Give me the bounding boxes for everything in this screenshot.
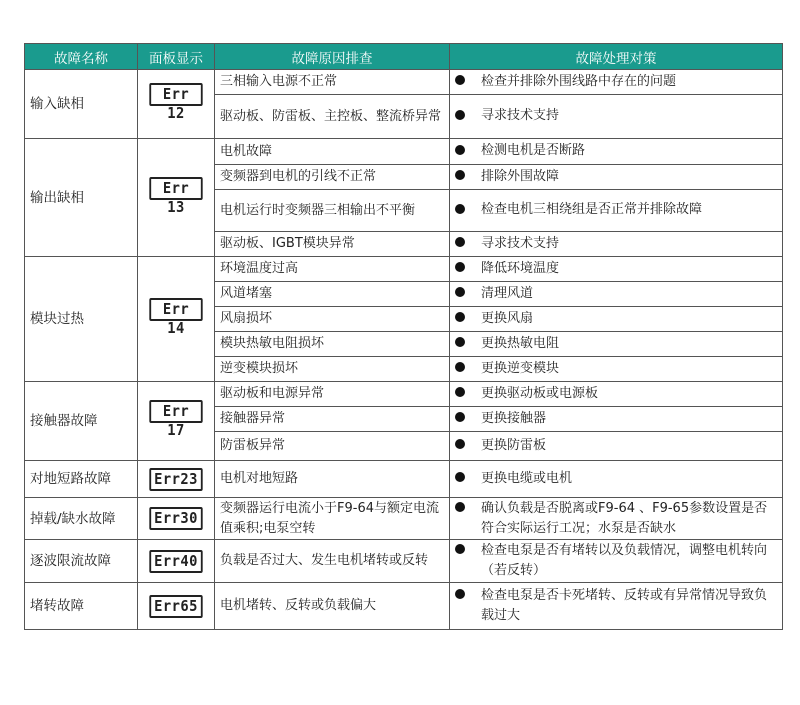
solution-text: 更换逆变模块: [481, 360, 560, 376]
bullet-icon: [455, 472, 465, 482]
error-code-display: Err 17: [149, 400, 202, 423]
solution-text: 检查电泵是否卡死堵转、反转或有异常情况导致负载过大: [481, 588, 768, 623]
cause-cell: 逆变模块损坏: [215, 357, 450, 382]
cause-cell: 电机运行时变频器三相输出不平衡: [215, 190, 450, 232]
solution-cell: [450, 139, 783, 165]
fault-name-cell: 掉载/缺水故障: [25, 498, 138, 540]
header-cause-check: 故障原因排查: [215, 44, 450, 70]
solution-cell: [450, 332, 783, 357]
solution-cell: [450, 357, 783, 382]
cause-cell: 防雷板异常: [215, 432, 450, 461]
solution-text: 降低环境温度: [481, 260, 560, 276]
fault-name-cell: 模块过热: [25, 257, 138, 382]
cause-cell: 变频器运行电流小于F9-64与额定电流值乘积;电泵空转: [215, 498, 450, 540]
cause-cell: 环境温度过高: [215, 257, 450, 282]
solution-text: 更换接触器: [481, 410, 547, 426]
solution-text: 寻求技术支持: [481, 235, 560, 251]
error-code-display: Err65: [149, 595, 202, 618]
solution-cell: [450, 282, 783, 307]
panel-display-cell: [138, 70, 215, 139]
header-panel-display: 面板显示: [138, 44, 215, 70]
solution-cell: [450, 382, 783, 407]
fault-name-cell: 逐波限流故障: [25, 540, 138, 583]
bullet-icon: [455, 589, 465, 599]
solution-cell: [450, 232, 783, 257]
solution-text: 检查电泵是否有堵转以及负载情况，调整电机转向（若反转）: [481, 543, 768, 578]
solution-cell: [450, 257, 783, 282]
fault-name-cell: 输出缺相: [25, 139, 138, 257]
table-row: [25, 498, 783, 540]
cause-cell: 变频器到电机的引线不正常: [215, 165, 450, 190]
table-row: [25, 257, 783, 282]
bullet-icon: [455, 110, 465, 120]
cause-cell: 风道堵塞: [215, 282, 450, 307]
error-code-display: Err 13: [149, 177, 202, 200]
fault-name-cell: 对地短路故障: [25, 461, 138, 498]
error-code-display: Err30: [149, 507, 202, 530]
solution-cell: [450, 95, 783, 139]
header-countermeasure: 故障处理对策: [450, 44, 783, 70]
cause-cell: 接触器异常: [215, 407, 450, 432]
solution-text: 更换驱动板或电源板: [481, 385, 599, 401]
solution-text: 更换电缆或电机: [481, 470, 573, 486]
cause-cell: 电机对地短路: [215, 461, 450, 498]
solution-cell: [450, 190, 783, 232]
bullet-icon: [455, 287, 465, 297]
header-fault-name: 故障名称: [25, 44, 138, 70]
bullet-icon: [455, 337, 465, 347]
bullet-icon: [455, 204, 465, 214]
error-code-display: Err 12: [149, 83, 202, 106]
solution-cell: [450, 432, 783, 461]
cause-cell: 驱动板和电源异常: [215, 382, 450, 407]
table-row: [25, 139, 783, 165]
solution-text: 更换风扇: [481, 310, 534, 326]
cause-cell: 风扇损坏: [215, 307, 450, 332]
cause-cell: 电机故障: [215, 139, 450, 165]
solution-cell: [450, 540, 783, 583]
cause-cell: 驱动板、防雷板、主控板、整流桥异常: [215, 95, 450, 139]
panel-display-cell: [138, 257, 215, 382]
solution-text: 更换防雷板: [481, 437, 547, 453]
bullet-icon: [455, 75, 465, 85]
fault-name-cell: 输入缺相: [25, 70, 138, 139]
solution-text: 检查电机三相绕组是否正常并排除故障: [481, 202, 703, 218]
solution-cell: [450, 165, 783, 190]
cause-cell: 三相输入电源不正常: [215, 70, 450, 95]
fault-table: [24, 43, 783, 630]
solution-text: 更换热敏电阻: [481, 335, 560, 351]
cause-cell: 模块热敏电阻损坏: [215, 332, 450, 357]
bullet-icon: [455, 502, 465, 512]
solution-text: 检测电机是否断路: [481, 143, 586, 159]
solution-cell: [450, 407, 783, 432]
solution-cell: [450, 583, 783, 630]
cause-cell: 负载是否过大、发生电机堵转或反转: [215, 540, 450, 583]
cause-cell: 驱动板、IGBT模块异常: [215, 232, 450, 257]
fault-name-cell: 接触器故障: [25, 382, 138, 461]
fault-name-cell: 堵转故障: [25, 583, 138, 630]
table-row: [25, 461, 783, 498]
table-row: [25, 382, 783, 407]
solution-text: 寻求技术支持: [481, 108, 560, 124]
solution-cell: [450, 461, 783, 498]
bullet-icon: [455, 362, 465, 372]
header-row: [25, 44, 783, 70]
panel-display-cell: [138, 540, 215, 583]
table-row: [25, 583, 783, 630]
bullet-icon: [455, 387, 465, 397]
solution-cell: [450, 70, 783, 95]
solution-text: 清理风道: [481, 285, 534, 301]
bullet-icon: [455, 170, 465, 180]
bullet-icon: [455, 262, 465, 272]
solution-cell: [450, 498, 783, 540]
table-row: [25, 70, 783, 95]
panel-display-cell: [138, 461, 215, 498]
bullet-icon: [455, 237, 465, 247]
solution-text: 排除外围故障: [481, 168, 560, 184]
panel-display-cell: [138, 382, 215, 461]
error-code-display: Err40: [149, 550, 202, 573]
solution-text: 确认负载是否脱离或F9-64 、F9-65参数设置是否符合实际运行工况；水泵是否缺水: [481, 500, 768, 536]
solution-text: 检查并排除外围线路中存在的问题: [481, 73, 677, 89]
panel-display-cell: [138, 498, 215, 540]
bullet-icon: [455, 544, 465, 554]
cause-cell: 电机堵转、反转或负载偏大: [215, 583, 450, 630]
panel-display-cell: [138, 583, 215, 630]
bullet-icon: [455, 412, 465, 422]
bullet-icon: [455, 312, 465, 322]
bullet-icon: [455, 439, 465, 449]
bullet-icon: [455, 145, 465, 155]
error-code-display: Err 14: [149, 298, 202, 321]
solution-cell: [450, 307, 783, 332]
panel-display-cell: [138, 139, 215, 257]
error-code-display: Err23: [149, 468, 202, 491]
table-row: [25, 540, 783, 583]
